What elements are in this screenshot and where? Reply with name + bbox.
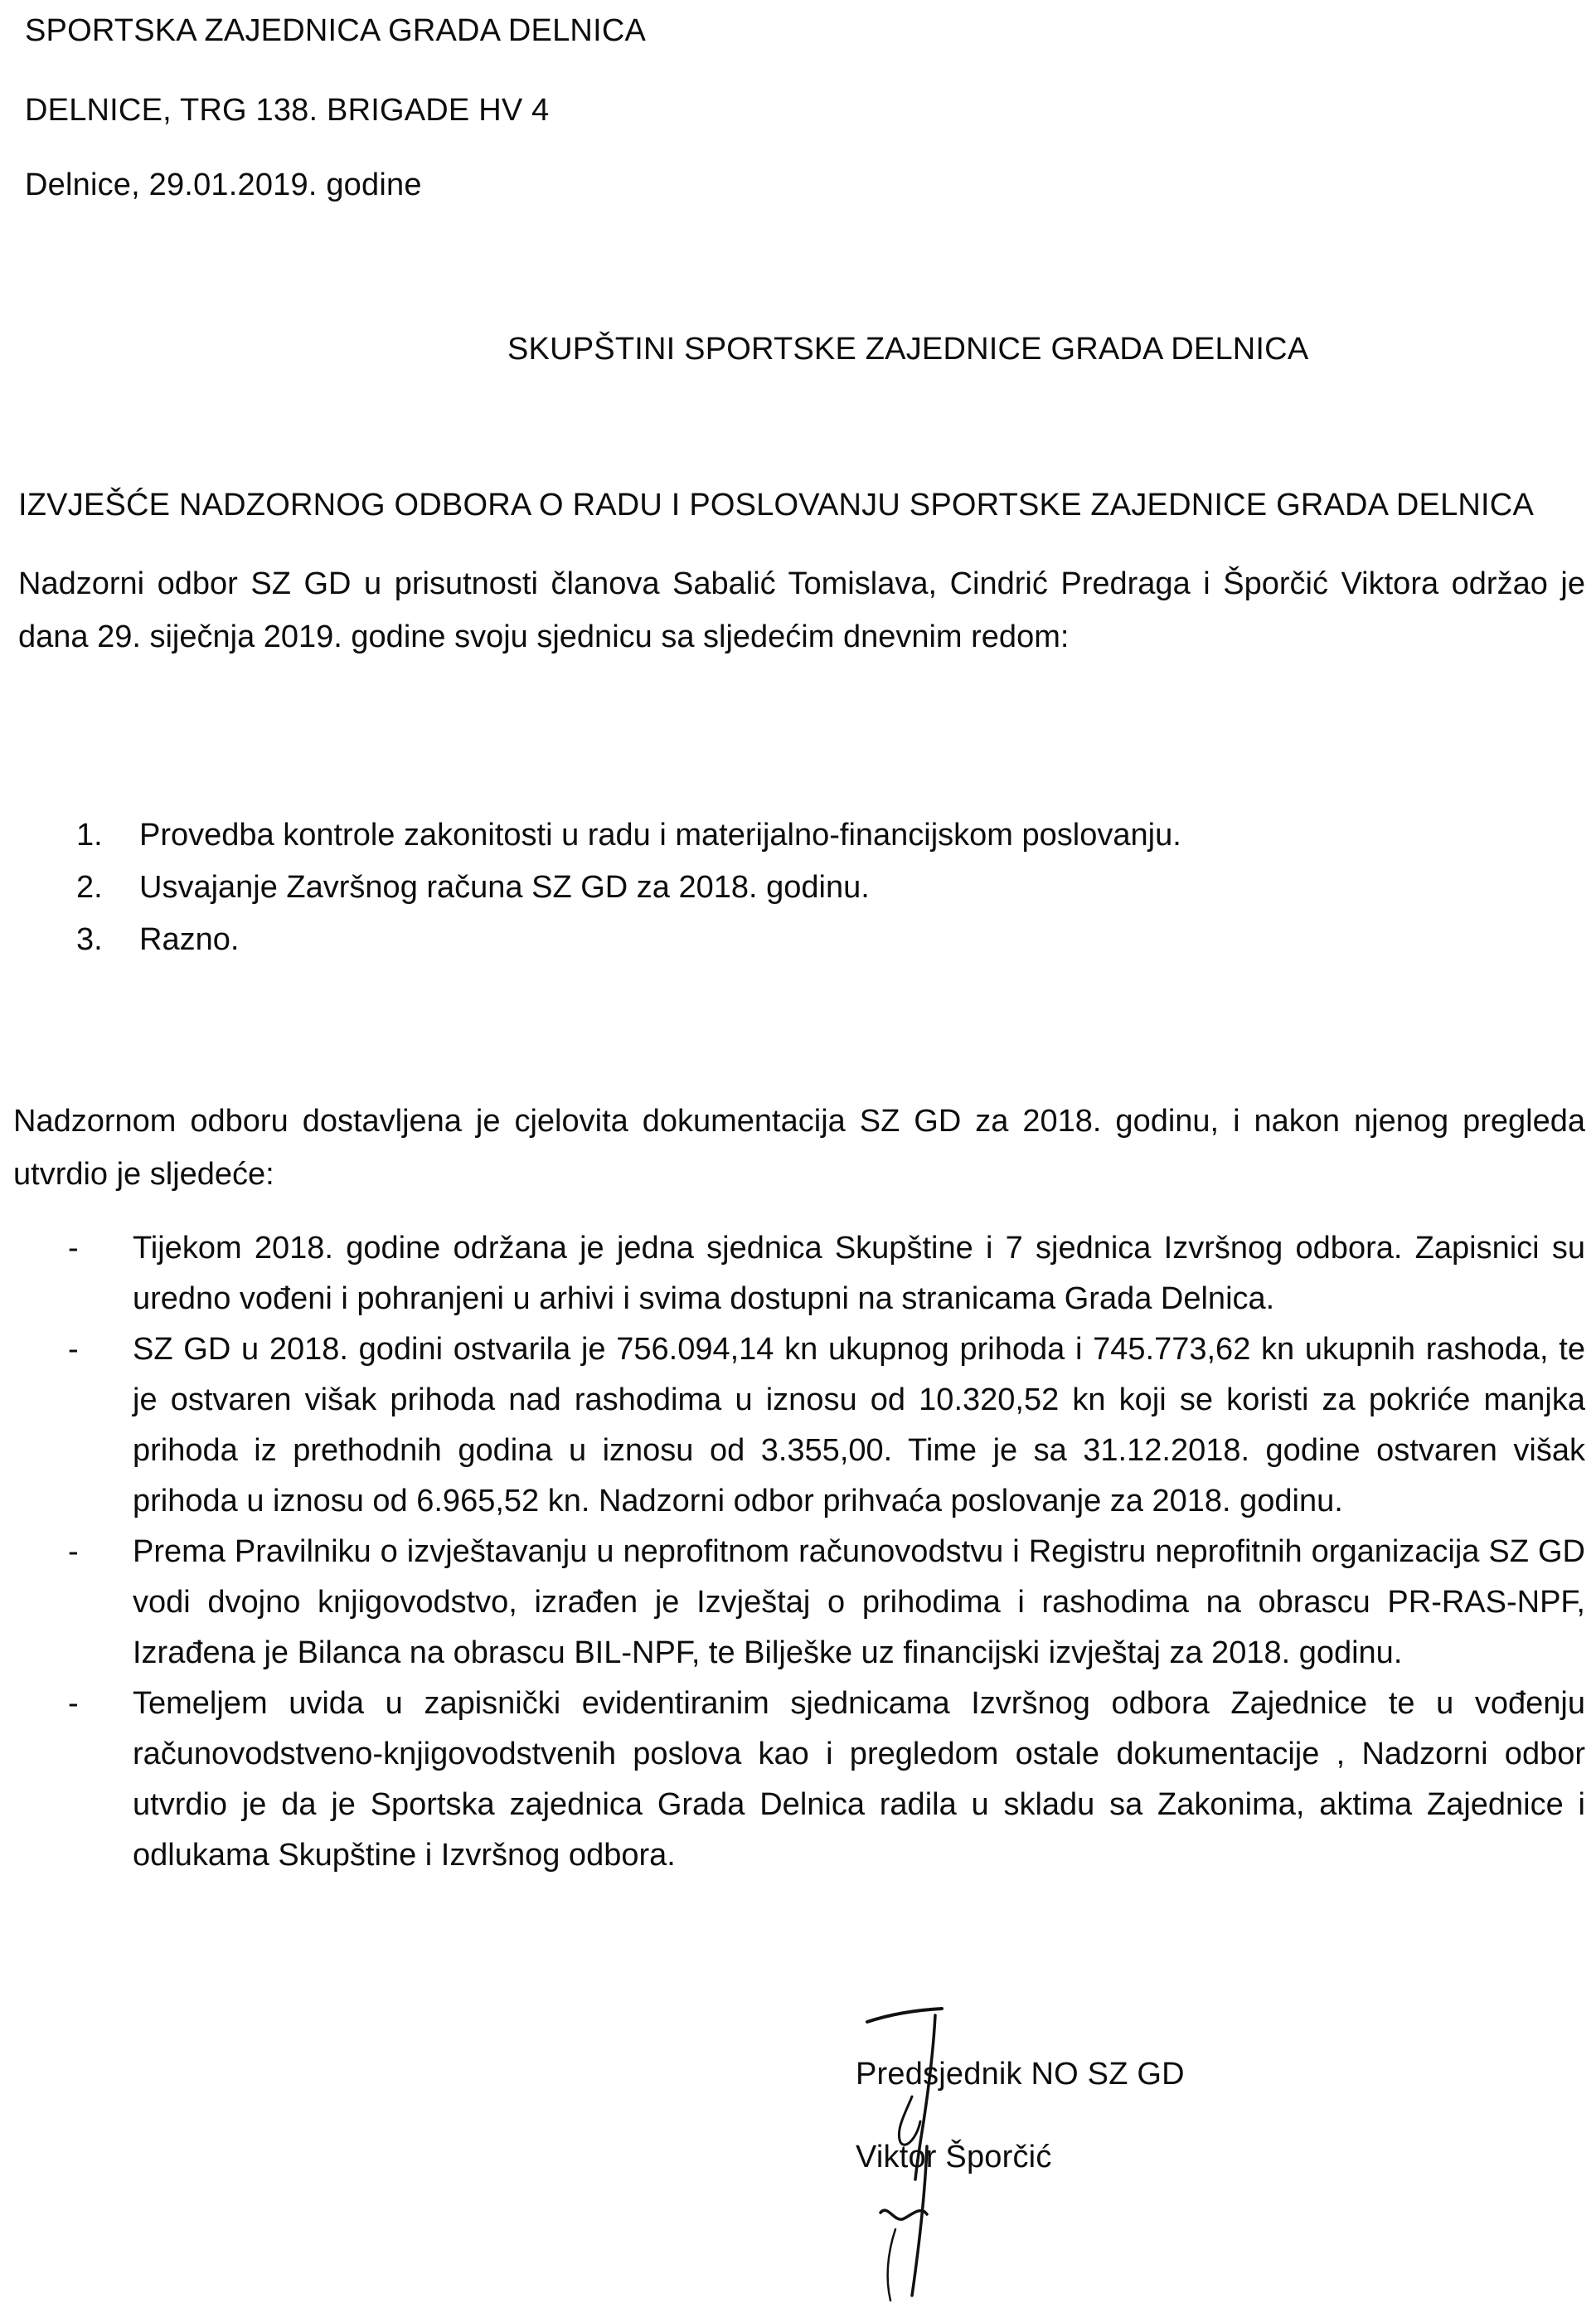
agenda-item-number: 1. — [76, 818, 103, 853]
finding-item — [13, 1324, 1585, 1527]
finding-text: Tijekom 2018. godine održana je jedna sjednica Skupštine i 7 sjednica Izvršnog odbora. Zapisnici su uredno vođeni i pohranjeni u arhivi i svima dostupni na stranicama Grada Delnica. — [133, 1231, 1585, 1316]
handwritten-signature — [862, 1997, 995, 2304]
findings-intro-paragraph: Nadzornom odboru dostavljena je cjelovita dokumentacija SZ GD za 2018. godinu, i nakon njenog pregleda utvrdio je sljedeće: — [13, 1104, 1585, 1192]
agenda-item-text: Usvajanje Završnog računa SZ GD za 2018. godinu. — [139, 870, 870, 905]
organization-name: SPORTSKA ZAJEDNICA GRADA DELNICA — [25, 13, 647, 48]
agenda-item-text: Provedba kontrole zakonitosti u radu i materijalno-financijskom poslovanju. — [139, 818, 1181, 853]
agenda-item-number: 3. — [76, 922, 103, 957]
intro-paragraph: Nadzorni odbor SZ GD u prisutnosti članova Sabalić Tomislava, Cindrić Predraga i Šporčić Viktora održao je dana 29. siječnja 2019. godine svoju sjednicu sa sljedećim dnevnim redom: — [18, 566, 1585, 654]
agenda-item-text: Razno. — [139, 922, 240, 957]
bullet-dash: - — [68, 1332, 79, 1367]
finding-text: SZ GD u 2018. godini ostvarila je 756.094,14 kn ukupnog prihoda i 745.773,62 kn ukupnih rashoda, te je ostvaren višak prihoda nad rashodima u iznosu od 10.320,52 kn koji se koristi za pokriće manjka prihoda iz prethodnih godina u iznosu od 3.355,00. Time je sa 31.12.2018. godine ostvaren višak prihoda u iznosu od 6.965,52 kn. Nadzorni odbor prihvaća poslovanje za 2018. godinu. — [133, 1332, 1585, 1518]
signatory-role: Predsjednik NO SZ GD — [856, 2057, 1185, 2092]
bullet-dash: - — [68, 1534, 79, 1569]
agenda-item — [76, 862, 1181, 914]
document-title: IZVJEŠĆE NADZORNOG ODBORA O RADU I POSLOVANJU SPORTSKE ZAJEDNICE GRADA DELNICA — [18, 488, 1534, 522]
finding-text: Prema Pravilniku o izvještavanju u neprofitnom računovodstvu i Registru neprofitnih organizacija SZ GD vodi dvojno knjigovodstvo, izrađen je Izvještaj o prihodima i rashodima na obrascu PR-RAS-NPF, Izrađena je Bilanca na obrascu BIL-NPF, te Bilješke uz financijski izvještaj za 2018. godinu. — [133, 1534, 1585, 1670]
agenda-item — [76, 914, 1181, 966]
findings-list — [13, 1223, 1585, 1881]
addressee: SKUPŠTINI SPORTSKE ZAJEDNICE GRADA DELNICA — [507, 332, 1309, 367]
signatory-name: Viktor Šporčić — [856, 2140, 1052, 2174]
agenda-item-number: 2. — [76, 870, 103, 905]
finding-item — [13, 1223, 1585, 1324]
place-and-date: Delnice, 29.01.2019. godine — [25, 168, 422, 202]
finding-text: Temeljem uvida u zapisnički evidentiranim sjednicama Izvršnog odbora Zajednice te u vođenju računovodstveno-knjigovodstvenih poslova kao i pregledom ostale dokumentacije , Nadzorni odbor utvrdio je da je Sportska zajednica Grada Delnica radila u skladu sa Zakonima, aktima Zajednice i odlukama Skupštine i Izvršnog odbora. — [133, 1686, 1585, 1873]
bullet-dash: - — [68, 1686, 79, 1721]
agenda-item — [76, 809, 1181, 862]
finding-item — [13, 1679, 1585, 1881]
agenda-list — [76, 809, 1181, 966]
organization-address: DELNICE, TRG 138. BRIGADE HV 4 — [25, 93, 550, 128]
bullet-dash: - — [68, 1231, 79, 1266]
finding-item — [13, 1527, 1585, 1679]
